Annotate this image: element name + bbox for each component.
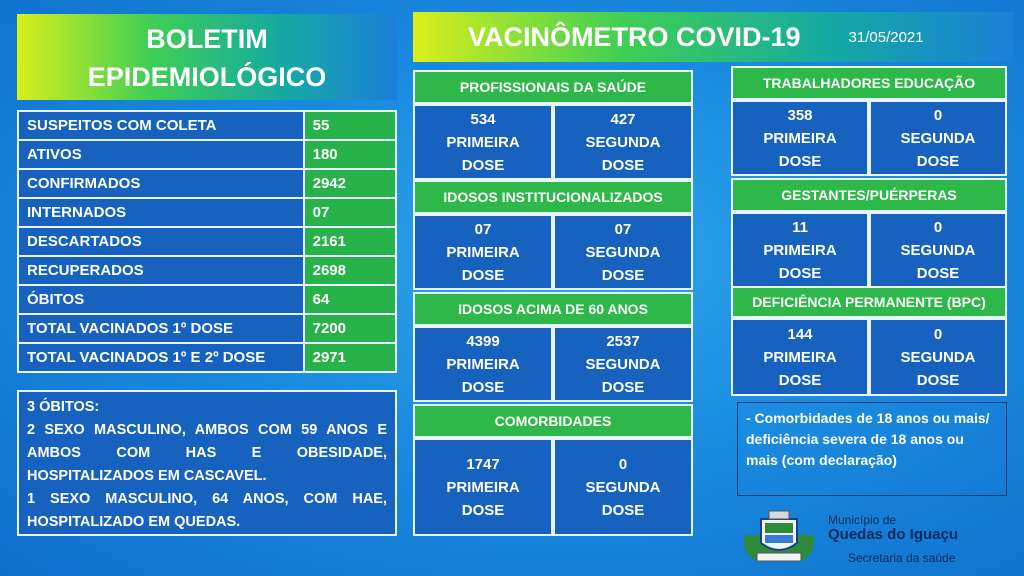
footer-city: Quedas do Iguaçu <box>828 526 959 543</box>
stats-value: 2698 <box>304 256 396 285</box>
stats-row <box>18 285 396 314</box>
stats-value: 2161 <box>304 227 396 256</box>
dose-label: DOSE <box>461 378 505 396</box>
second-dose-cell <box>869 318 1007 396</box>
comorbidity-note-text: - Comorbidades de 18 anos ou mais/ deficiência severa de 18 anos ou mais (com declaração) <box>746 410 990 468</box>
dose-label: DOSE <box>461 501 505 519</box>
stats-value: 7200 <box>304 314 396 343</box>
dose-label: DOSE <box>461 266 505 284</box>
stats-label: DESCARTADOS <box>18 227 304 256</box>
dose-label: DOSE <box>916 152 960 170</box>
dose-order-label: SEGUNDA <box>900 129 976 147</box>
dose-label: DOSE <box>916 371 960 389</box>
second-dose-cell <box>553 326 693 402</box>
dose-count: 07 <box>474 220 492 238</box>
vaccine-group-title: PROFISSIONAIS DA SAÚDE <box>413 70 693 104</box>
coat-of-arms-icon <box>735 505 823 565</box>
dose-count: 144 <box>787 325 813 343</box>
comorbidity-note <box>737 402 1007 496</box>
dose-order-label: PRIMEIRA <box>446 133 520 151</box>
dose-order-label: PRIMEIRA <box>763 241 837 259</box>
dose-order-label: SEGUNDA <box>900 348 976 366</box>
dose-order-label: PRIMEIRA <box>763 348 837 366</box>
second-dose-cell <box>553 104 693 180</box>
stats-value: 07 <box>304 198 396 227</box>
dose-count: 11 <box>792 218 808 236</box>
stats-label: RECUPERADOS <box>18 256 304 285</box>
dose-order-label: SEGUNDA <box>585 478 661 496</box>
vaccine-group-title: TRABALHADORES EDUCAÇÃO <box>731 66 1007 100</box>
dose-label: DOSE <box>778 152 822 170</box>
stats-label: TOTAL VACINADOS 1º E 2º DOSE <box>18 343 304 372</box>
notes-line2: 2 SEXO MASCULINO, AMBOS COM 59 ANOS E AMBOS COM HAS E OBESIDADE, HOSPITALIZADOS EM CASCAVEL. <box>27 422 387 484</box>
dose-label: DOSE <box>601 156 645 174</box>
stats-row <box>18 198 396 227</box>
boletim-notes <box>17 390 397 536</box>
dose-count: 07 <box>614 220 632 238</box>
dose-order-label: PRIMEIRA <box>446 243 520 261</box>
dose-order-label: SEGUNDA <box>585 355 661 373</box>
boletim-table <box>17 110 397 373</box>
second-dose-cell <box>553 214 693 290</box>
vacinometro-date: 31/05/2021 <box>848 28 924 46</box>
dose-order-label: PRIMEIRA <box>446 355 520 373</box>
vaccine-group-title: COMORBIDADES <box>413 404 693 438</box>
notes-line3: 1 SEXO MASCULINO, 64 ANOS, COM HAE, HOSPITALIZADO EM QUEDAS. <box>27 491 387 530</box>
vacinometro-title-bar <box>413 12 1013 62</box>
dose-count: 358 <box>787 106 813 124</box>
vaccine-group-title: DEFICIÊNCIA PERMANENTE (BPC) <box>731 286 1007 318</box>
dose-order-label: SEGUNDA <box>585 133 661 151</box>
vacinometro-title: VACINÔMETRO COVID-19 <box>468 21 801 52</box>
stats-value: 180 <box>304 140 396 169</box>
boletim-title <box>17 14 397 100</box>
municipality-logo <box>735 505 823 565</box>
dose-label: DOSE <box>601 378 645 396</box>
dose-label: DOSE <box>601 266 645 284</box>
dose-count: 0 <box>933 106 943 124</box>
first-dose-cell <box>731 100 869 176</box>
dose-count: 0 <box>933 325 943 343</box>
second-dose-cell <box>869 212 1007 288</box>
dose-count: 0 <box>618 455 628 473</box>
first-dose-cell <box>731 318 869 396</box>
footer-municipio: Município de <box>828 513 897 527</box>
dose-count: 427 <box>610 110 636 128</box>
first-dose-cell <box>413 438 553 536</box>
boletim-title-line2: EPIDEMIOLÓGICO <box>87 62 327 92</box>
first-dose-cell <box>731 212 869 288</box>
dose-order-label: SEGUNDA <box>585 243 661 261</box>
stats-value: 2971 <box>304 343 396 372</box>
dose-count: 1747 <box>466 455 500 473</box>
stats-value: 64 <box>304 285 396 314</box>
footer-text <box>828 514 1018 565</box>
dose-label: DOSE <box>778 264 822 282</box>
boletim-title-line1: BOLETIM <box>146 24 268 54</box>
stats-label: ÓBITOS <box>18 285 304 314</box>
stats-row <box>18 314 396 343</box>
notes-line1: 3 ÓBITOS: <box>27 399 100 415</box>
stats-label: ATIVOS <box>18 140 304 169</box>
stats-label: CONFIRMADOS <box>18 169 304 198</box>
dose-order-label: PRIMEIRA <box>763 129 837 147</box>
dose-label: DOSE <box>916 264 960 282</box>
stats-label: TOTAL VACINADOS 1º DOSE <box>18 314 304 343</box>
second-dose-cell <box>869 100 1007 176</box>
stats-row <box>18 140 396 169</box>
first-dose-cell <box>413 104 553 180</box>
vaccine-group-title: IDOSOS INSTITUCIONALIZADOS <box>413 180 693 214</box>
vaccine-group-title: GESTANTES/PUÉRPERAS <box>731 178 1007 212</box>
stats-row <box>18 169 396 198</box>
dose-label: DOSE <box>601 501 645 519</box>
vaccine-group-title: IDOSOS ACIMA DE 60 ANOS <box>413 292 693 326</box>
second-dose-cell <box>553 438 693 536</box>
first-dose-cell <box>413 326 553 402</box>
stats-value: 2942 <box>304 169 396 198</box>
stats-row <box>18 256 396 285</box>
dose-order-label: SEGUNDA <box>900 241 976 259</box>
stats-label: SUSPEITOS COM COLETA <box>18 111 304 140</box>
dose-count: 534 <box>470 110 496 128</box>
footer-secretaria: Secretaria da saúde <box>848 551 956 565</box>
dose-label: DOSE <box>778 371 822 389</box>
stats-row <box>18 343 396 372</box>
dose-count: 0 <box>933 218 943 236</box>
stats-row <box>18 111 396 140</box>
dose-count: 2537 <box>606 332 640 350</box>
stats-value: 55 <box>304 111 396 140</box>
first-dose-cell <box>413 214 553 290</box>
stats-row <box>18 227 396 256</box>
dose-label: DOSE <box>461 156 505 174</box>
dose-count: 4399 <box>466 332 500 350</box>
dose-order-label: PRIMEIRA <box>446 478 520 496</box>
stats-label: INTERNADOS <box>18 198 304 227</box>
